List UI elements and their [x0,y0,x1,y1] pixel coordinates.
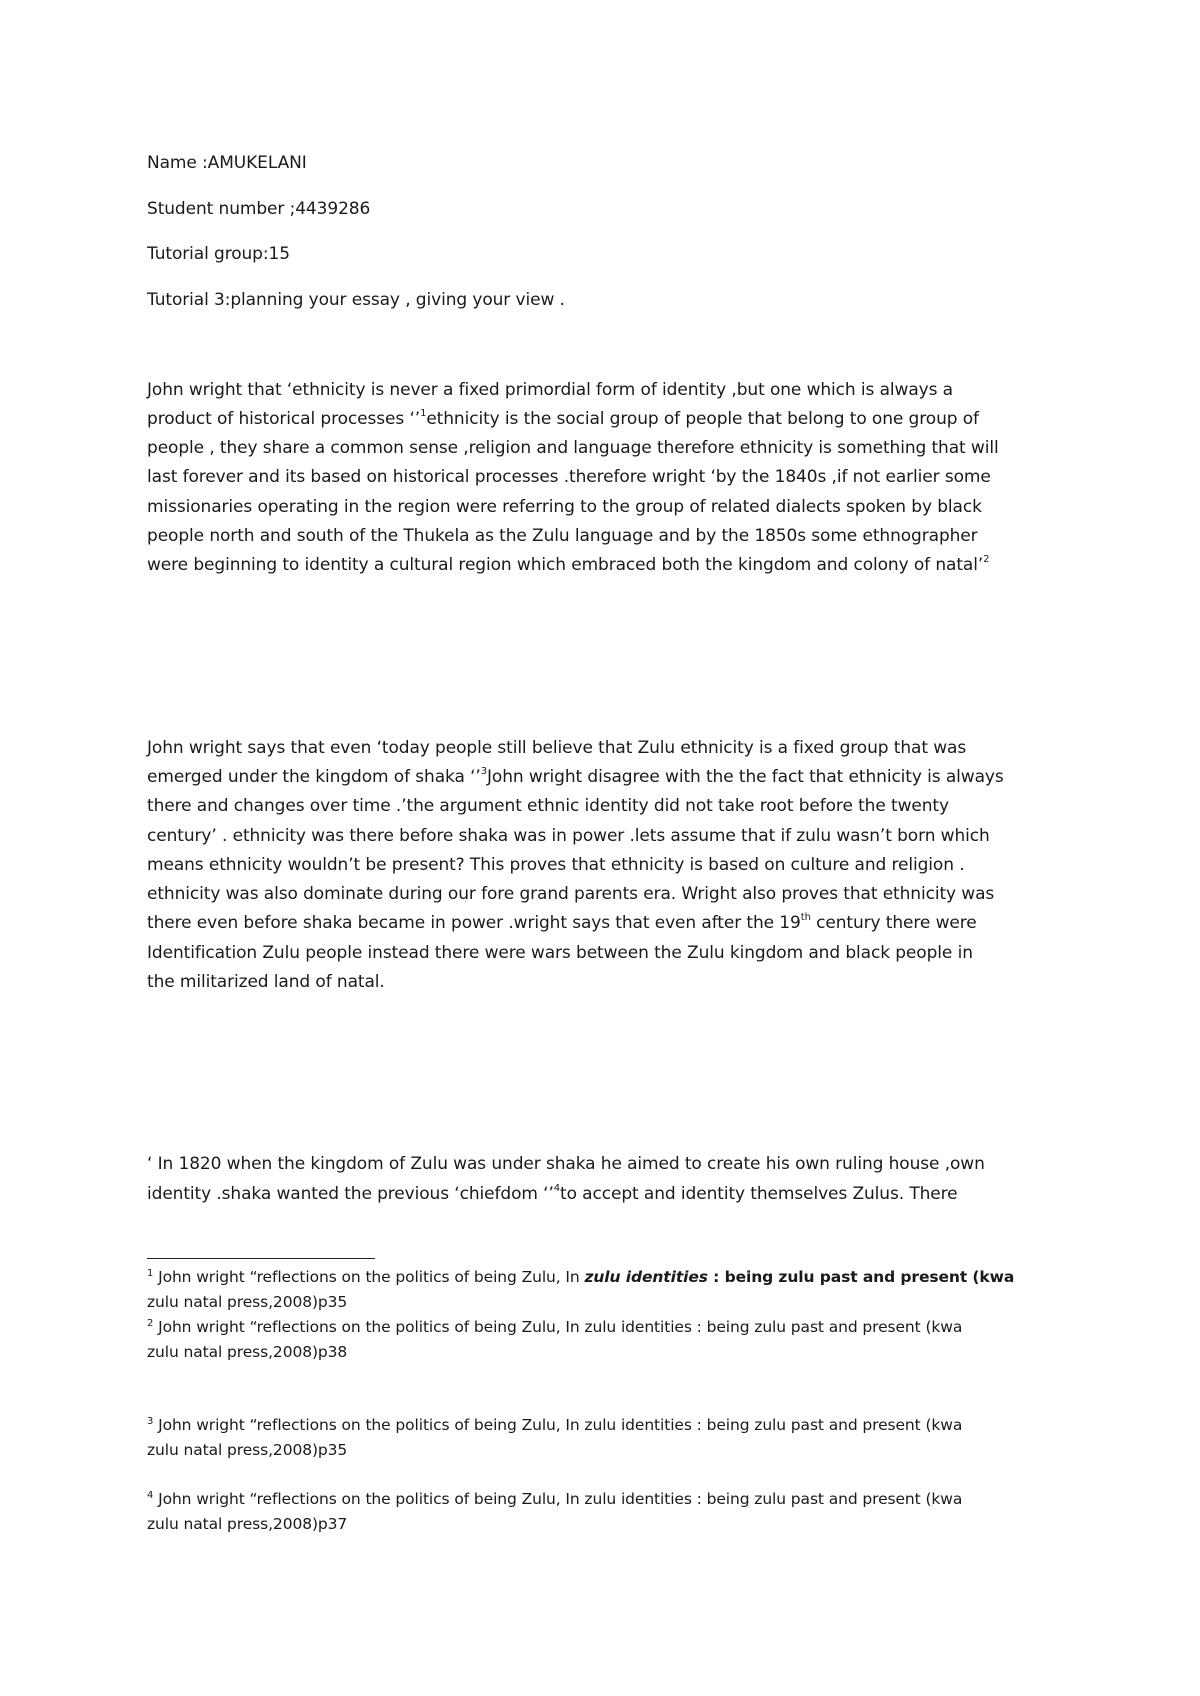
footnote-ref-1[interactable]: 1 [420,408,427,420]
paragraph-2-line-1: John wright says that even ‘today people still believe that Zulu ethnicity is a fixed group that was [147,738,967,758]
paragraph-1-line-2 [147,409,979,429]
footnote-3-line-2: zulu natal press,2008)p35 [147,1441,348,1459]
footnote-3-line-1 [147,1416,962,1435]
footnote-2-line-1 [147,1318,962,1337]
footnote-ref-4[interactable]: 4 [553,1183,561,1195]
footnote-ref-2[interactable]: 2 [983,554,990,566]
paragraph-3-line-1: ‘ In 1820 when the kingdom of Zulu was under shaka he aimed to create his own ruling house ,own [147,1154,985,1174]
text-span: product of historical processes ‘’ [147,409,421,429]
footnote-mark: 1 [147,1267,154,1279]
text-span: ethnicity is the social group of people that belong to one group of [426,409,979,429]
paragraph-2-line-6: ethnicity was also dominate during our fore grand parents era. Wright also proves that ethnicity was [147,884,995,904]
paragraph-3-line-2 [147,1184,958,1204]
footnote-4-line-1 [147,1490,962,1509]
text-span: to accept and identity themselves Zulus. There [560,1184,958,1204]
footnote-4-line-2: zulu natal press,2008)p37 [147,1515,348,1533]
ordinal-suffix: th [800,912,811,924]
text-span: John wright “reflections on the politics of being Zulu, In zulu identities : being zulu past and present (kwa [153,1318,963,1336]
footnote-1-line-2: zulu natal press,2008)p35 [147,1293,348,1311]
footnote-2-line-2: zulu natal press,2008)p38 [147,1343,348,1361]
paragraph-2-line-8: Identification Zulu people instead there were wars between the Zulu kingdom and black people in [147,943,973,963]
paragraph-2-line-7 [147,913,977,933]
tutorial-title: Tutorial 3:planning your essay , giving your view . [147,290,565,310]
text-span: John wright “reflections on the politics of being Zulu, In [153,1268,585,1286]
book-title: zulu identities [584,1268,708,1286]
paragraph-1-line-7 [147,555,989,575]
text-span: there even before shaka became in power .wright says that even after the 19 [147,913,801,933]
text-span: emerged under the kingdom of shaka ‘’ [147,767,481,787]
paragraph-2-line-9: the militarized land of natal. [147,972,385,992]
footnote-separator [147,1258,375,1259]
footnote-mark: 3 [147,1415,154,1427]
tutorial-group: Tutorial group:15 [147,244,290,264]
paragraph-1-line-4: last forever and its based on historical processes .therefore wright ‘by the 1840s ,if not earlier some [147,467,991,487]
text-span: century there were [810,913,977,933]
student-number: Student number ;4439286 [147,199,371,219]
text-span: identity .shaka wanted the previous ‘chiefdom ‘’ [147,1184,554,1204]
footnote-1-line-1 [147,1268,1014,1287]
text-span: John wright “reflections on the politics of being Zulu, In zulu identities : being zulu past and present (kwa [153,1490,963,1508]
text-span: John wright “reflections on the politics of being Zulu, In zulu identities : being zulu past and present (kwa [153,1416,963,1434]
text-span: : being zulu past and present (kwa [707,1268,1015,1286]
text-span: John wright disagree with the the fact that ethnicity is always [486,767,1004,787]
footnote-ref-3[interactable]: 3 [480,766,487,778]
text-span: were beginning to identity a cultural region which embraced both the kingdom and colony of natal’ [147,555,984,575]
paragraph-1-line-3: people , they share a common sense ,religion and language therefore ethnicity is something that will [147,438,999,458]
paragraph-2-line-2 [147,767,1004,787]
paragraph-2-line-4: century’ . ethnicity was there before shaka was in power .lets assume that if zulu wasn’t born which [147,826,990,846]
student-name: Name :AMUKELANI [147,153,307,173]
paragraph-1-line-5: missionaries operating in the region were referring to the group of related dialects spoken by black [147,497,982,517]
paragraph-2-line-5: means ethnicity wouldn’t be present? This proves that ethnicity is based on culture and religion . [147,855,965,875]
paragraph-1-line-1: John wright that ‘ethnicity is never a fixed primordial form of identity ,but one which is always a [147,380,953,400]
footnote-mark: 4 [147,1489,154,1501]
paragraph-2-line-3: there and changes over time .’the argument ethnic identity did not take root before the twenty [147,796,949,816]
footnote-mark: 2 [147,1317,154,1329]
paragraph-1-line-6: people north and south of the Thukela as the Zulu language and by the 1850s some ethnographer [147,526,978,546]
